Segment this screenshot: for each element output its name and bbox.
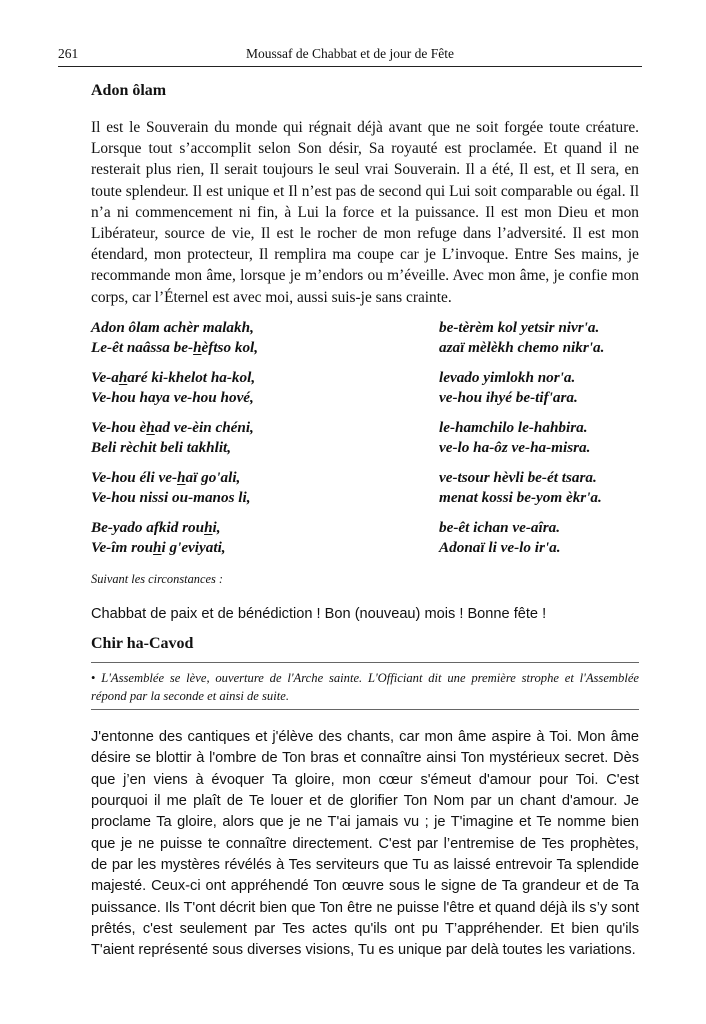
page-content — [91, 78, 639, 961]
verse-line: menat kossi be-yom èkr'a. — [439, 489, 602, 507]
section-title-chir-ha-cavod: Chir ha-Cavod — [91, 635, 194, 653]
verse-line: Adonaï li ve-lo ir'a. — [439, 539, 561, 557]
verse-right-column — [439, 368, 639, 409]
verse-line: Ve-hou nissi ou-manos li, — [91, 489, 251, 507]
verse-right-column — [439, 318, 639, 359]
chir-ha-cavod-translation: J'entonne des cantiques et j'élève des chants, car mon âme aspire à Toi. Mon âme désire se blottir à l'ombre de Ton bras et connaître ainsi Ton mystérieux secret. Dès que j’en viens à évoquer Ta gloire, mon cœur s'émeut d'amour pour Toi. C'est pourquoi il me plaît de Te louer et de glorifier Ton Nom par un chant d'amour. Je proclame Ta gloire, alors que je ne T'ai jamais vu ; je T'imagine et Te nomme bien que je ne puisse te connaître directement. C'est par l’entremise de Tes prophètes, de par les mystères révélés à Tes serviteurs que Tu as laissé entrevoir Ta splendide majesté. Ceux-ci ont appréhendé Ton œuvre sous le signe de Ta grandeur et de Ta puissance. Ils T'ont décrit bien que Ton être ne puisse l'être et quand déjà ils s’y sont prêtés, c'est seulement par Tes actes qu'ils ont pu T’appréhender. Et bien qu'ils T'aient représenté sous diverses visions, Tu es unique par delà toutes les variations. — [91, 729, 639, 959]
verse-right-column — [439, 418, 639, 459]
verse-line: ve-hou ihyé be-tif'ara. — [439, 389, 578, 407]
verse-right-column — [439, 518, 639, 559]
verse-line: Ve-hou éli ve-haï go'ali, — [91, 468, 241, 486]
verse-line: Ve-hou haya ve-hou hové, — [91, 389, 254, 407]
verse-line: ve-tsour hèvli be-ét tsara. — [439, 468, 597, 486]
instruction-divider — [91, 709, 639, 710]
page-number: 261 — [58, 46, 79, 61]
verse-left-column — [91, 318, 411, 359]
verse-line: Ve-îm rouhi g'eviyati, — [91, 539, 226, 557]
verse-line: levado yimlokh nor'a. — [439, 368, 576, 386]
verse-right-column — [439, 468, 639, 509]
adon-olam-verses — [91, 318, 639, 559]
verse-line: azaï mèlèkh chemo nikr'a. — [439, 339, 605, 357]
verse-left-column — [91, 518, 411, 559]
verse-stanza — [91, 368, 639, 409]
circumstance-note: Suivant les circonstances : — [91, 571, 224, 586]
instruction-text: L'Assemblée se lève, ouverture de l'Arche sainte. L'Officiant dit une première strophe et l'Assemblée répond par la seconde et ainsi de suite. — [91, 671, 639, 703]
verse-left-column — [91, 418, 411, 459]
verse-line: Adon ôlam achèr malakh, — [91, 318, 254, 336]
verse-stanza — [91, 518, 639, 559]
verse-line: le-hamchilo le-hahbira. — [439, 418, 588, 436]
verse-line: Ve-hou èhad ve-èin chéni, — [91, 418, 254, 436]
verse-line: Ve-aharé ki-khelot ha-kol, — [91, 368, 256, 386]
verse-left-column — [91, 468, 411, 509]
verse-line: Le-êt naâssa be-hèftso kol, — [91, 339, 259, 357]
festive-blessing: Chabbat de paix et de bénédiction ! Bon (nouveau) mois ! Bonne fête ! — [91, 605, 547, 622]
section-title-adon-olam: Adon ôlam — [91, 82, 167, 99]
verse-stanza — [91, 468, 639, 509]
adon-olam-translation: Il est le Souverain du monde qui régnait déjà avant que ne soit forgée toute créature. Lorsque tout s’accomplit selon Son désir, Sa royauté est proclamée. Et quand il ne resterait plus rien, Il serait toujours le seul vrai Souverain. Il a été, Il est, et Il sera, en toute splendeur. Il est unique et Il n’est pas de second qui Lui soit comparable ou égal. Il n’a ni commencement ni fin, à Lui la force et la puissance. Il est mon Dieu et mon Libérateur, source de vie, Il est le rocher de mon refuge dans l’adversité. Il est mon étendard, mon protecteur, Il remplira ma coupe car je L’invoque. Entre Ses mains, je recommande mon âme, lorsque je m’endors ou m’éveille. Avec mon âme, je confie mon corps, car l’Éternel est avec moi, aussi suis-je sans crainte. — [91, 119, 639, 306]
verse-line: be-tèrèm kol yetsir nivr'a. — [439, 318, 600, 336]
verse-stanza — [91, 318, 639, 359]
instruction-divider — [91, 662, 639, 663]
verse-stanza — [91, 418, 639, 459]
bullet-icon: • — [91, 671, 96, 686]
liturgical-instruction — [91, 670, 639, 705]
running-header — [58, 46, 642, 67]
verse-left-column — [91, 368, 411, 409]
verse-line: Be-yado afkid rouhi, — [91, 518, 221, 536]
verse-line: ve-lo ha-ôz ve-ha-misra. — [439, 439, 591, 457]
verse-line: be-êt ichan ve-aîra. — [439, 518, 561, 536]
verse-line: Beli rèchit beli takhlit, — [91, 439, 232, 457]
page-header-title: Moussaf de Chabbat et de jour de Fête — [245, 46, 455, 61]
